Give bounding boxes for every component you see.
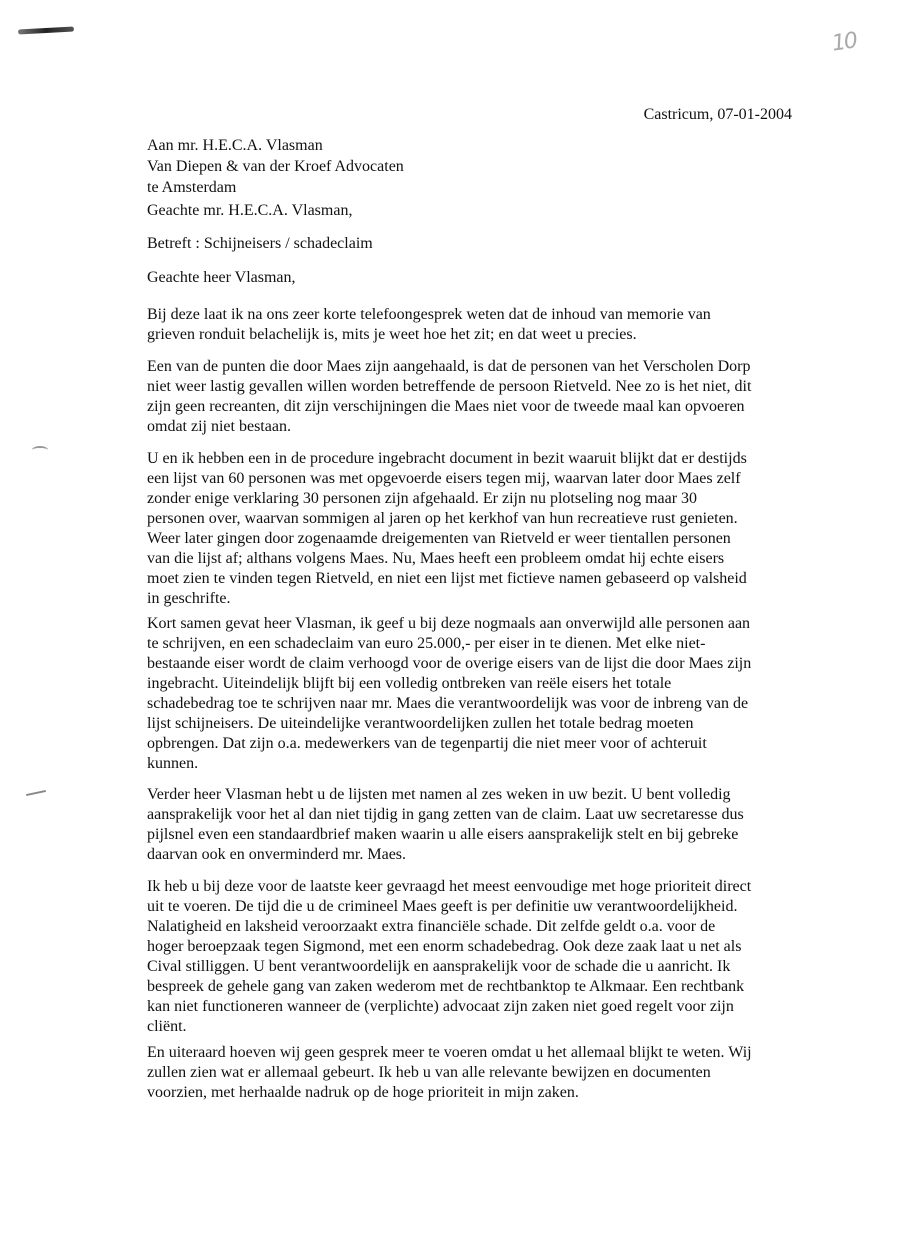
text-line: zullen zien wat er allemaal gebeurt. Ik heb u van alle relevante bewijzen en documenten: [147, 1064, 711, 1081]
text-line: moet zien te vinden tegen Rietveld, en niet een lijst met fictieve namen gebaseerd op valsheid: [147, 570, 747, 587]
text-line: pijlsnel even een standaardbrief maken waarin u alle eisers aansprakelijk stelt en bij gebreke: [147, 826, 739, 843]
text-line: een lijst van 60 personen was met opgevoerde eisers tegen mij, waarvan later door Maes zelf: [147, 470, 741, 487]
text-line: Verder heer Vlasman hebt u de lijsten met namen al zes weken in uw bezit. U bent volledig: [147, 786, 731, 803]
text-line: te schrijven, en een schadeclaim van euro 25.000,- per eiser in te dienen. Met elke niet-: [147, 635, 706, 652]
text-line: hoger beroepzaak tegen Sigmond, met een enorm schadebedrag. Ook deze zaak laat u net als: [147, 938, 742, 955]
recipient-city: te Amsterdam: [147, 179, 237, 196]
text-line: Ik heb u bij deze voor de laatste keer gevraagd het meest eenvoudige met hoge prioriteit direct: [147, 878, 752, 895]
paragraph-4: [147, 614, 807, 774]
recipient-firm: Van Diepen & van der Kroef Advocaten: [147, 158, 404, 175]
formal-salutation: Geachte mr. H.E.C.A. Vlasman,: [147, 202, 353, 219]
text-line: Kort samen gevat heer Vlasman, ik geef u bij deze nogmaals aan onverwijld alle personen aan: [147, 615, 751, 632]
text-line: uit te voeren. De tijd die u de crimineel Maes geeft is per definitie uw verantwoordelijkheid.: [147, 898, 738, 915]
text-line: En uiteraard hoeven wij geen gesprek meer te voeren omdat u het allemaal blijkt te weten. Wij: [147, 1044, 752, 1061]
scan-artifact-mark: [18, 27, 74, 35]
text-line: Bij deze laat ik na ons zeer korte telefoongesprek weten dat de inhoud van memorie van: [147, 306, 711, 323]
text-line: kunnen.: [147, 755, 199, 772]
paragraph-2: [147, 357, 807, 437]
scan-artifact-mark: [26, 790, 46, 796]
paragraph-6: [147, 877, 807, 1037]
paragraph-7: [147, 1043, 807, 1103]
text-line: aansprakelijk voor het al dan niet tijdig in gang zetten van de claim. Laat uw secretaresse dus: [147, 806, 744, 823]
text-line: zijn geen recreanten, dit zijn verschijningen die Maes niet voor de tweede maal kan opvoeren: [147, 398, 745, 415]
text-line: lijst schijneisers. De uiteindelijke verantwoordelijken zullen het totale bedrag moeten: [147, 715, 694, 732]
text-line: ingebracht. Uiteindelijk blijft bij een volledig ontbreken van reële eisers het totale: [147, 675, 672, 692]
text-line: zonder enige verklaring 30 personen zijn afgehaald. Er zijn nu plotseling nog maar 30: [147, 490, 698, 507]
text-line: in geschrifte.: [147, 590, 231, 607]
text-line: van die lijst af; althans volgens Maes. Nu, Maes heeft een probleem omdat hij echte eisers: [147, 550, 725, 567]
text-line: cliënt.: [147, 1018, 187, 1035]
text-line: bestaande eiser wordt de claim verhoogd voor de overige eisers van de lijst die door Maes zijn: [147, 655, 752, 672]
text-line: Cival stilliggen. U bent verantwoordelijk en aansprakelijk voor de schade die u aanricht. Ik: [147, 958, 731, 975]
salutation: Geachte heer Vlasman,: [147, 269, 296, 286]
text-line: opbrengen. Dat zijn o.a. medewerkers van de tegenpartij die niet meer voor of achteruit: [147, 735, 707, 752]
paragraph-3: [147, 449, 807, 609]
text-line: U en ik hebben een in de procedure ingebracht document in bezit waaruit blijkt dat er destijds: [147, 450, 747, 467]
text-line: Nalatigheid en laksheid veroorzaakt extra financiële schade. Dit zelfde geldt o.a. voor de: [147, 918, 716, 935]
handwritten-page-number: 10: [830, 28, 858, 57]
place-date: Castricum, 07-01-2004: [643, 106, 792, 123]
text-line: schadebedrag toe te schrijven naar mr. Maes die verantwoordelijk was voor de inbreng van de: [147, 695, 749, 712]
text-line: voorzien, met herhaalde nadruk op de hoge prioriteit in mijn zaken.: [147, 1084, 579, 1101]
text-line: bespreek de gehele gang van zaken wederom met de rechtbanktop te Alkmaar. Een rechtbank: [147, 978, 745, 995]
text-line: Weer later gingen door zogenaamde dreigementen van Rietveld er weer tientallen personen: [147, 530, 731, 547]
recipient-name: Aan mr. H.E.C.A. Vlasman: [147, 137, 323, 154]
text-line: personen over, waarvan sommigen al jaren op het kerkhof van hun recreatieve rust genieten.: [147, 510, 738, 527]
text-line: grieven ronduit belachelijk is, mits je weet hoe het zit; en dat weet u precies.: [147, 326, 637, 343]
paragraph-5: [147, 785, 807, 865]
recipient-address: [147, 135, 404, 198]
text-line: kan niet functioneren wanneer de (verplichte) advocaat zijn zaken niet goed regelt voor zijn: [147, 998, 734, 1015]
text-line: omdat zij niet bestaan.: [147, 418, 291, 435]
scan-artifact-mark: [32, 446, 48, 454]
text-line: daarvan ook en onverminderd mr. Maes.: [147, 846, 407, 863]
text-line: niet weer lastig gevallen willen worden betreffende de persoon Rietveld. Nee zo is het niet, dit: [147, 378, 752, 395]
text-line: Een van de punten die door Maes zijn aangehaald, is dat de personen van het Verscholen Dorp: [147, 358, 751, 375]
paragraph-1: [147, 305, 807, 345]
subject-line: Betreft : Schijneisers / schadeclaim: [147, 235, 373, 252]
